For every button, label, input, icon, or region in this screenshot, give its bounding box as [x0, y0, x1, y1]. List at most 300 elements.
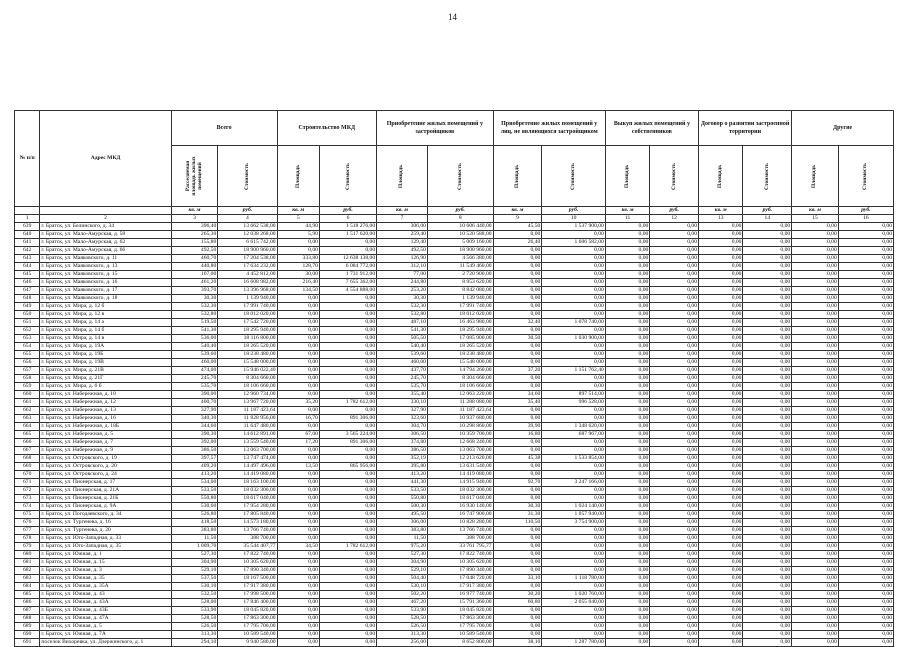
- value-cell: 0,00: [650, 575, 699, 583]
- value-cell: 550,80: [171, 495, 218, 503]
- address-cell: г. Братск, ул. Тургенева, д. 16: [40, 519, 171, 527]
- value-cell: 0,00: [792, 639, 839, 647]
- value-cell: 0,00: [743, 487, 792, 495]
- address-cell: г. Братск, ул. Южная, д. 43А: [40, 599, 171, 607]
- value-cell: 0,00: [792, 615, 839, 623]
- value-cell: 0,00: [743, 535, 792, 543]
- value-cell: 0,00: [792, 551, 839, 559]
- value-cell: 0,00: [792, 295, 839, 303]
- value-cell: 0,00: [699, 343, 743, 351]
- value-cell: 0,00: [699, 623, 743, 631]
- value-cell: 3 565 224,00: [319, 431, 376, 439]
- address-cell: г. Братск, ул. Южная, д. 7А: [40, 631, 171, 639]
- value-cell: 0,00: [542, 303, 606, 311]
- value-cell: 526,50: [377, 623, 428, 631]
- value-cell: 13 063 700,00: [218, 447, 277, 455]
- value-cell: 0,00: [743, 255, 792, 263]
- value-cell: 487,10: [377, 319, 428, 327]
- unit-cell: кв. м: [699, 207, 743, 215]
- value-cell: 0,00: [319, 503, 376, 511]
- value-cell: 390,30: [171, 431, 218, 439]
- value-cell: 0,00: [650, 231, 699, 239]
- value-cell: 0,00: [838, 607, 893, 615]
- row-number-cell: 668: [15, 455, 40, 463]
- value-cell: 13 662 538,00: [218, 223, 277, 231]
- value-cell: 11 647 480,00: [218, 423, 277, 431]
- unit-cell: руб.: [743, 207, 792, 215]
- value-cell: 0,00: [838, 479, 893, 487]
- table-row: [15, 495, 894, 503]
- value-cell: 2 720 900,00: [427, 271, 493, 279]
- address-cell: г. Братск, ул. Пионерская, д. 21Б: [40, 495, 171, 503]
- value-cell: 0,00: [792, 271, 839, 279]
- value-cell: 0,00: [277, 607, 319, 615]
- header-address: Адрес МКД: [40, 111, 171, 207]
- subheader-area: Площадь: [605, 146, 649, 207]
- value-cell: 0,00: [792, 303, 839, 311]
- address-cell: г. Братск, ул. Мира, д. 19Б: [40, 351, 171, 359]
- value-cell: 0,00: [650, 263, 699, 271]
- value-cell: 0,00: [838, 423, 893, 431]
- value-cell: 0,00: [493, 383, 542, 391]
- value-cell: 17 863 300,00: [218, 615, 277, 623]
- value-cell: 0,00: [792, 247, 839, 255]
- value-cell: 0,00: [792, 351, 839, 359]
- value-cell: 0,00: [319, 631, 376, 639]
- unit-cell: руб.: [427, 207, 493, 215]
- value-cell: 11 288 080,00: [427, 399, 493, 407]
- value-cell: 0,00: [743, 503, 792, 511]
- value-cell: 1 020 760,00: [542, 591, 606, 599]
- table-row: [15, 319, 894, 327]
- value-cell: 0,00: [699, 503, 743, 511]
- table-row: [15, 335, 894, 343]
- value-cell: 0,00: [838, 231, 893, 239]
- value-cell: 0,00: [699, 239, 743, 247]
- value-cell: 0,00: [319, 599, 376, 607]
- value-cell: 393,70: [171, 287, 218, 295]
- row-number-cell: 686: [15, 599, 40, 607]
- value-cell: 294,10: [171, 639, 218, 647]
- value-cell: 0,00: [493, 415, 542, 423]
- value-cell: 0,00: [792, 255, 839, 263]
- table-row: [15, 535, 894, 543]
- value-cell: 256,00: [377, 639, 428, 647]
- value-cell: 67,00: [277, 431, 319, 439]
- value-cell: 0,00: [542, 311, 606, 319]
- value-cell: 0,00: [542, 471, 606, 479]
- row-number-cell: 649: [15, 303, 40, 311]
- value-cell: 0,00: [493, 447, 542, 455]
- row-number-cell: 657: [15, 367, 40, 375]
- value-cell: 975,20: [377, 543, 428, 551]
- address-cell: г. Братск, ул. Мира, д. 6 б: [40, 383, 171, 391]
- value-cell: 441,30: [377, 479, 428, 487]
- table-row: [15, 567, 894, 575]
- value-cell: 0,00: [699, 607, 743, 615]
- value-cell: 0,00: [838, 535, 893, 543]
- value-cell: 0,00: [493, 439, 542, 447]
- value-cell: 0,00: [792, 287, 839, 295]
- column-number-cell: 10: [542, 215, 606, 223]
- value-cell: 18 012 020,00: [427, 311, 493, 319]
- address-cell: г. Братск, ул. Набережная, д. 9: [40, 447, 171, 455]
- row-number-cell: 654: [15, 343, 40, 351]
- unit-cell: кв. м: [377, 207, 428, 215]
- value-cell: 0,00: [838, 455, 893, 463]
- value-cell: 1 009,70: [171, 543, 218, 551]
- value-cell: 0,00: [277, 327, 319, 335]
- value-cell: 0,00: [277, 383, 319, 391]
- value-cell: 2 055 040,00: [542, 599, 606, 607]
- address-cell: г. Братск, ул. Островского, д. 19: [40, 455, 171, 463]
- value-cell: 0,00: [277, 335, 319, 343]
- value-cell: 0,00: [743, 599, 792, 607]
- value-cell: 0,00: [743, 519, 792, 527]
- header-acq-developers: Приобретение жилых помещений у застройщиков: [377, 111, 493, 146]
- value-cell: 0,00: [542, 543, 606, 551]
- value-cell: 413,20: [377, 471, 428, 479]
- value-cell: 0,00: [277, 591, 319, 599]
- value-cell: 0,00: [319, 311, 376, 319]
- value-cell: 0,00: [650, 543, 699, 551]
- value-cell: 44,90: [277, 223, 319, 231]
- value-cell: 0,00: [277, 575, 319, 583]
- value-cell: 0,00: [650, 271, 699, 279]
- value-cell: 1 024 140,00: [542, 503, 606, 511]
- subheader-area: Площадь: [377, 146, 428, 207]
- value-cell: 532,30: [377, 303, 428, 311]
- value-cell: 16 463 980,00: [427, 319, 493, 327]
- value-cell: 0,00: [605, 535, 649, 543]
- value-cell: 0,00: [699, 455, 743, 463]
- value-cell: 17 542 720,00: [218, 319, 277, 327]
- value-cell: 0,00: [319, 327, 376, 335]
- value-cell: 539,60: [171, 351, 218, 359]
- value-cell: 0,00: [542, 439, 606, 447]
- address-cell: г. Братск, ул. Южная, д. 43Б: [40, 607, 171, 615]
- table-row: [15, 479, 894, 487]
- subheader-resettled-area: Расселяемая площадь жилых помещений: [171, 146, 218, 207]
- value-cell: 0,00: [605, 495, 649, 503]
- value-cell: 0,00: [650, 383, 699, 391]
- table-row: [15, 231, 894, 239]
- value-cell: 0,00: [743, 455, 792, 463]
- value-cell: 0,00: [542, 343, 606, 351]
- value-cell: 0,00: [792, 559, 839, 567]
- row-number-cell: 652: [15, 327, 40, 335]
- value-cell: 540,40: [171, 343, 218, 351]
- value-cell: 0,00: [605, 407, 649, 415]
- value-cell: 0,00: [605, 319, 649, 327]
- value-cell: 0,00: [792, 279, 839, 287]
- value-cell: 0,00: [792, 223, 839, 231]
- value-cell: 10 298 860,00: [427, 423, 493, 431]
- value-cell: 0,00: [838, 319, 893, 327]
- address-cell: г. Братск, ул. Маяковского, д. 16: [40, 279, 171, 287]
- value-cell: 0,00: [650, 487, 699, 495]
- table-row: [15, 631, 894, 639]
- value-cell: 0,00: [493, 287, 542, 295]
- value-cell: 0,00: [792, 359, 839, 367]
- value-cell: 0,00: [699, 447, 743, 455]
- value-cell: 0,00: [277, 511, 319, 519]
- value-cell: 0,00: [792, 599, 839, 607]
- value-cell: 323,60: [377, 415, 428, 423]
- table-row: [15, 599, 894, 607]
- value-cell: 0,00: [605, 631, 649, 639]
- table-row: [15, 407, 894, 415]
- value-cell: 18 106 660,00: [427, 383, 493, 391]
- value-cell: 0,00: [838, 551, 893, 559]
- value-cell: 18 295 940,00: [218, 327, 277, 335]
- value-cell: 1 057 940,00: [542, 511, 606, 519]
- value-cell: 6 084 772,00: [319, 263, 376, 271]
- table-row: [15, 287, 894, 295]
- address-cell: г. Братск, ул. Мира, д. 14 б: [40, 327, 171, 335]
- value-cell: 0,00: [699, 527, 743, 535]
- value-cell: 460,00: [377, 359, 428, 367]
- value-cell: 0,00: [743, 263, 792, 271]
- value-cell: 0,00: [838, 463, 893, 471]
- value-cell: 0,00: [493, 495, 542, 503]
- value-cell: 0,00: [743, 247, 792, 255]
- value-cell: 0,00: [699, 263, 743, 271]
- value-cell: 60,80: [493, 599, 542, 607]
- value-cell: 11,50: [377, 535, 428, 543]
- value-cell: 244,80: [377, 279, 428, 287]
- value-cell: 18 012 020,00: [218, 311, 277, 319]
- value-cell: 18 116 800,00: [218, 335, 277, 343]
- value-cell: 0,00: [838, 575, 893, 583]
- value-cell: 17 890 340,00: [427, 567, 493, 575]
- value-cell: 0,00: [792, 407, 839, 415]
- value-cell: 0,00: [838, 639, 893, 647]
- value-cell: 0,00: [743, 319, 792, 327]
- value-cell: 0,00: [542, 567, 606, 575]
- value-cell: 92,70: [493, 479, 542, 487]
- row-number-cell: 684: [15, 583, 40, 591]
- value-cell: 0,00: [743, 335, 792, 343]
- value-cell: 1 139 940,00: [427, 295, 493, 303]
- row-number-cell: 660: [15, 391, 40, 399]
- value-cell: 306,00: [377, 223, 428, 231]
- value-cell: 35 544 407,77: [218, 543, 277, 551]
- value-cell: 535,70: [377, 383, 428, 391]
- value-cell: 0,00: [743, 439, 792, 447]
- row-number-cell: 678: [15, 535, 40, 543]
- value-cell: 1 606 582,00: [542, 239, 606, 247]
- value-cell: 1 537 900,00: [542, 223, 606, 231]
- value-cell: 0,00: [605, 359, 649, 367]
- value-cell: 533,50: [171, 487, 218, 495]
- value-cell: 17 846 400,00: [218, 599, 277, 607]
- value-cell: 0,00: [319, 511, 376, 519]
- subheader-cost: Стоимость: [218, 146, 277, 207]
- value-cell: 0,00: [743, 447, 792, 455]
- table-row: [15, 295, 894, 303]
- value-cell: 10 305 620,00: [218, 559, 277, 567]
- value-cell: 0,00: [699, 535, 743, 543]
- address-cell: г. Братск, ул. Набережная, д. 12: [40, 399, 171, 407]
- row-number-cell: 659: [15, 383, 40, 391]
- value-cell: 0,00: [319, 367, 376, 375]
- value-cell: 0,00: [699, 575, 743, 583]
- value-cell: 0,00: [650, 319, 699, 327]
- value-cell: 12 960 734,00: [218, 391, 277, 399]
- value-cell: 0,00: [699, 631, 743, 639]
- value-cell: 0,00: [650, 607, 699, 615]
- value-cell: 17 085 900,00: [427, 335, 493, 343]
- address-cell: г. Братск, ул. Южная, д. 35А: [40, 583, 171, 591]
- table-row: [15, 575, 894, 583]
- value-cell: 0,00: [699, 567, 743, 575]
- value-cell: 15 548 000,00: [427, 359, 493, 367]
- value-cell: 0,00: [838, 295, 893, 303]
- value-cell: 0,00: [650, 559, 699, 567]
- unit-cell: кв. м: [493, 207, 542, 215]
- value-cell: 0,00: [650, 431, 699, 439]
- row-number-cell: 642: [15, 247, 40, 255]
- value-cell: 45,38: [493, 455, 542, 463]
- value-cell: 0,00: [493, 407, 542, 415]
- value-cell: 0,00: [319, 487, 376, 495]
- value-cell: 17 991 740,00: [427, 303, 493, 311]
- value-cell: 0,00: [493, 263, 542, 271]
- table-row: [15, 591, 894, 599]
- row-number-cell: 656: [15, 359, 40, 367]
- value-cell: 11 549 460,00: [427, 263, 493, 271]
- value-cell: 333,80: [277, 255, 319, 263]
- address-cell: г. Братск, ул. Маяковского, д. 17: [40, 287, 171, 295]
- value-cell: 4 554 888,00: [319, 287, 376, 295]
- value-cell: 0,00: [650, 535, 699, 543]
- value-cell: 0,00: [792, 439, 839, 447]
- row-number-cell: 647: [15, 287, 40, 295]
- value-cell: 0,00: [277, 247, 319, 255]
- value-cell: 0,00: [605, 615, 649, 623]
- value-cell: 17 822 740,00: [427, 551, 493, 559]
- value-cell: 0,00: [605, 415, 649, 423]
- value-cell: 0,00: [542, 279, 606, 287]
- table-row: [15, 415, 894, 423]
- value-cell: 16,70: [277, 415, 319, 423]
- value-cell: 10 589 540,00: [218, 631, 277, 639]
- value-cell: 0,00: [792, 231, 839, 239]
- value-cell: 15 791 360,00: [427, 599, 493, 607]
- value-cell: 0,00: [838, 631, 893, 639]
- value-cell: 0,00: [743, 479, 792, 487]
- value-cell: 502,20: [377, 591, 428, 599]
- value-cell: 0,00: [838, 279, 893, 287]
- value-cell: 39,90: [493, 423, 542, 431]
- value-cell: 0,00: [838, 383, 893, 391]
- value-cell: 528,00: [171, 599, 218, 607]
- table-row: [15, 367, 894, 375]
- subheader-area: Площадь: [699, 146, 743, 207]
- value-cell: 0,00: [699, 543, 743, 551]
- value-cell: 0,00: [542, 615, 606, 623]
- value-cell: 1 782 612,00: [319, 399, 376, 407]
- table-row: [15, 527, 894, 535]
- value-cell: 0,00: [743, 279, 792, 287]
- value-cell: 0,00: [319, 567, 376, 575]
- value-cell: 0,00: [792, 591, 839, 599]
- value-cell: 0,00: [605, 639, 649, 647]
- value-cell: 1 517 620,00: [319, 231, 376, 239]
- value-cell: 0,00: [743, 287, 792, 295]
- value-cell: 313,30: [171, 631, 218, 639]
- value-cell: 0,00: [743, 471, 792, 479]
- value-cell: 352,19: [377, 455, 428, 463]
- value-cell: 30,20: [493, 591, 542, 599]
- value-cell: 0,00: [277, 391, 319, 399]
- table-row: [15, 607, 894, 615]
- value-cell: 0,00: [743, 551, 792, 559]
- table-row: [15, 399, 894, 407]
- value-cell: 0,00: [319, 575, 376, 583]
- value-cell: 0,00: [605, 439, 649, 447]
- table-row: [15, 583, 894, 591]
- value-cell: 0,00: [542, 559, 606, 567]
- value-cell: 0,00: [699, 439, 743, 447]
- value-cell: 1 518 276,00: [319, 223, 376, 231]
- address-cell: г. Братск, ул. Мира, д. 14 в: [40, 335, 171, 343]
- value-cell: 18 265 520,00: [427, 343, 493, 351]
- header-total: Всего: [171, 111, 277, 146]
- value-cell: 0,00: [319, 591, 376, 599]
- table-row: [15, 463, 894, 471]
- value-cell: 0,00: [743, 343, 792, 351]
- table-row: [15, 279, 894, 287]
- value-cell: 0,00: [319, 343, 376, 351]
- value-cell: 504,40: [377, 575, 428, 583]
- row-number-cell: 639: [15, 223, 40, 231]
- row-number-cell: 641: [15, 239, 40, 247]
- row-number-cell: 687: [15, 607, 40, 615]
- value-cell: 0,00: [605, 599, 649, 607]
- value-cell: 10 305 620,00: [427, 559, 493, 567]
- value-cell: 0,00: [493, 487, 542, 495]
- row-number-cell: 674: [15, 503, 40, 511]
- value-cell: 0,00: [792, 319, 839, 327]
- value-cell: 539,60: [377, 351, 428, 359]
- value-cell: 0,00: [493, 327, 542, 335]
- value-cell: 0,00: [650, 391, 699, 399]
- row-number-cell: 680: [15, 551, 40, 559]
- value-cell: 0,00: [650, 439, 699, 447]
- value-cell: 0,00: [838, 439, 893, 447]
- value-cell: 529,10: [377, 567, 428, 575]
- value-cell: 0,00: [277, 351, 319, 359]
- value-cell: 327,90: [171, 407, 218, 415]
- value-cell: 17 954 280,00: [218, 503, 277, 511]
- value-cell: 0,00: [699, 471, 743, 479]
- value-cell: 0,00: [792, 567, 839, 575]
- table-row: [15, 359, 894, 367]
- row-number-cell: 669: [15, 463, 40, 471]
- value-cell: 0,00: [699, 311, 743, 319]
- row-number-cell: 655: [15, 351, 40, 359]
- value-cell: 17 917 380,00: [427, 583, 493, 591]
- value-cell: 0,00: [605, 399, 649, 407]
- value-cell: 1 348 620,00: [542, 423, 606, 431]
- value-cell: 0,00: [650, 239, 699, 247]
- value-cell: 0,00: [699, 223, 743, 231]
- value-cell: 386,50: [377, 447, 428, 455]
- row-number-cell: 683: [15, 575, 40, 583]
- column-number-cell: 11: [605, 215, 649, 223]
